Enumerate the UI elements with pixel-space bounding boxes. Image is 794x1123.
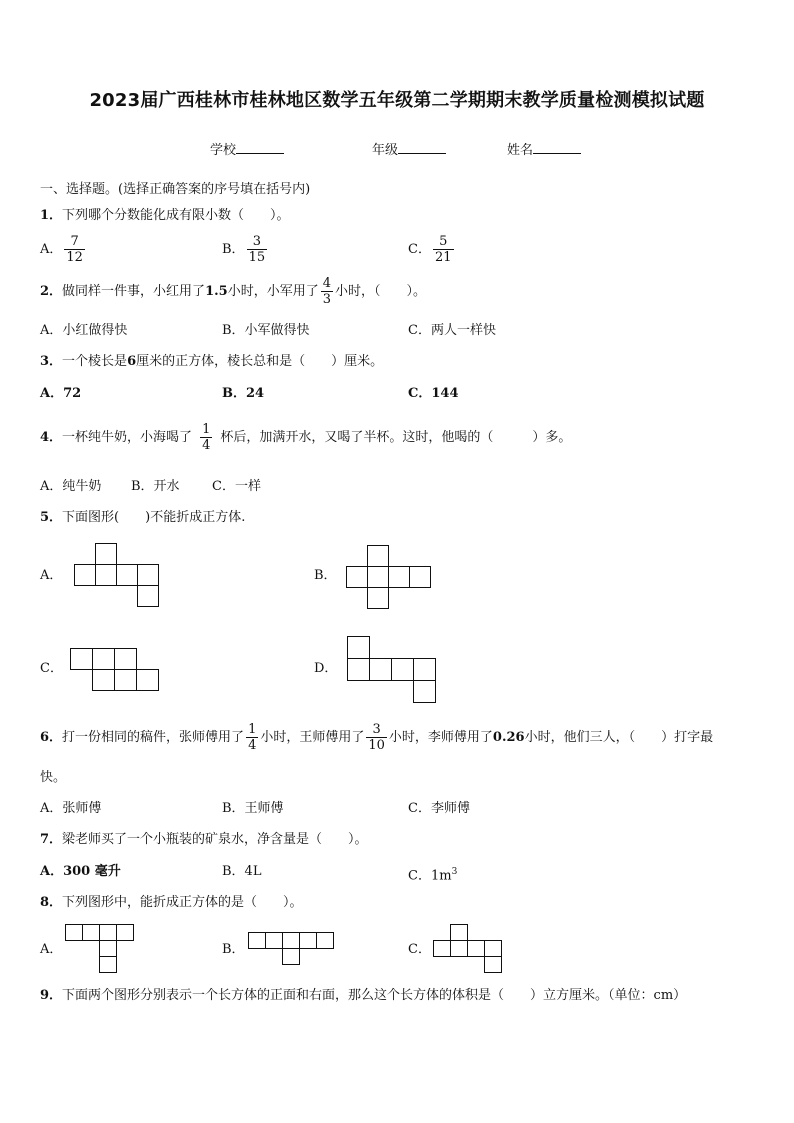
question-4: 4．一杯纯牛奶，小海喝了 $\frac{1}{4}$ 杯后，加满开水，又喝了半杯。这时，他喝的（ ）多。 [40,422,572,453]
q5-option-a-label: A． [40,568,63,583]
question-3: 3．一个棱长是6厘米的正方体，棱长总和是（ ）厘米。 [40,354,384,369]
question-9: 9．下面两个图形分别表示一个长方体的正面和右面，那么这个长方体的体积是（ ）立方厘米。（单位：cm） [40,988,687,1003]
school-field: 学校 [210,140,284,161]
q2-option-c: C．两人一样快 [408,323,496,338]
q4-option-a: A．纯牛奶 [40,479,102,494]
section-heading: 一、选择题。(选择正确答案的序号填在括号内) [40,182,311,197]
q3-option-c: C．144 [408,386,459,401]
q3-option-a: A．72 [40,386,82,401]
question-5: 5．下面图形( )不能折成正方体. [40,510,246,525]
question-6-cont: 快。 [40,770,67,785]
q5-option-c-label: C． [40,661,63,676]
q2-option-a: A．小红做得快 [40,323,128,338]
q2-option-b: B．小军做得快 [222,323,310,338]
q1-option-c: C． $\frac{5}{21}$ [408,234,452,265]
q5-option-b-label: B． [314,568,337,583]
q1-option-b: B． $\frac{3}{15}$ [222,234,266,265]
q8-option-a-label: A． [40,942,63,957]
q4-option-b: B．开水 [131,479,180,494]
q7-option-a: A．300 毫升 [40,864,121,879]
q6-option-c: C．李师傅 [408,801,470,816]
question-6: 6．打一份相同的稿件，张师傅用了 $\frac{1}{4}$ 小时，王师傅用了 $\frac{3}{10}$ 小时，李师傅用了0.26小时，他们三人，（ ）打字最 [40,722,714,753]
q1-option-a: A． $\frac{7}{12}$ [40,234,83,265]
question-8: 8．下列图形中，能折成正方体的是（ ）。 [40,895,303,910]
q6-option-a: A．张师傅 [40,801,102,816]
q7-option-c: C．$1m^3$ [408,867,458,884]
grade-field: 年级 [372,140,446,161]
page-title: 2023届广西桂林市桂林地区数学五年级第二学期期末教学质量检测模拟试题 [89,90,705,111]
question-1: 1．下列哪个分数能化成有限小数（ ）。 [40,208,290,223]
q6-option-b: B．王师傅 [222,801,284,816]
q8-option-c-label: C． [408,942,431,957]
q4-option-c: C．一样 [212,479,261,494]
name-field: 姓名 [507,140,581,161]
q7-option-b: B．4L [222,864,262,879]
q3-option-b: B．24 [222,386,265,401]
q8-option-b-label: B． [222,942,245,957]
q5-option-d-label: D． [314,661,338,676]
question-7: 7．梁老师买了一个小瓶装的矿泉水，净含量是（ ）。 [40,832,368,847]
question-2: 2．做同样一件事，小红用了1.5小时，小军用了 $\frac{4}{3}$ 小时，（ ）。 [40,276,426,307]
